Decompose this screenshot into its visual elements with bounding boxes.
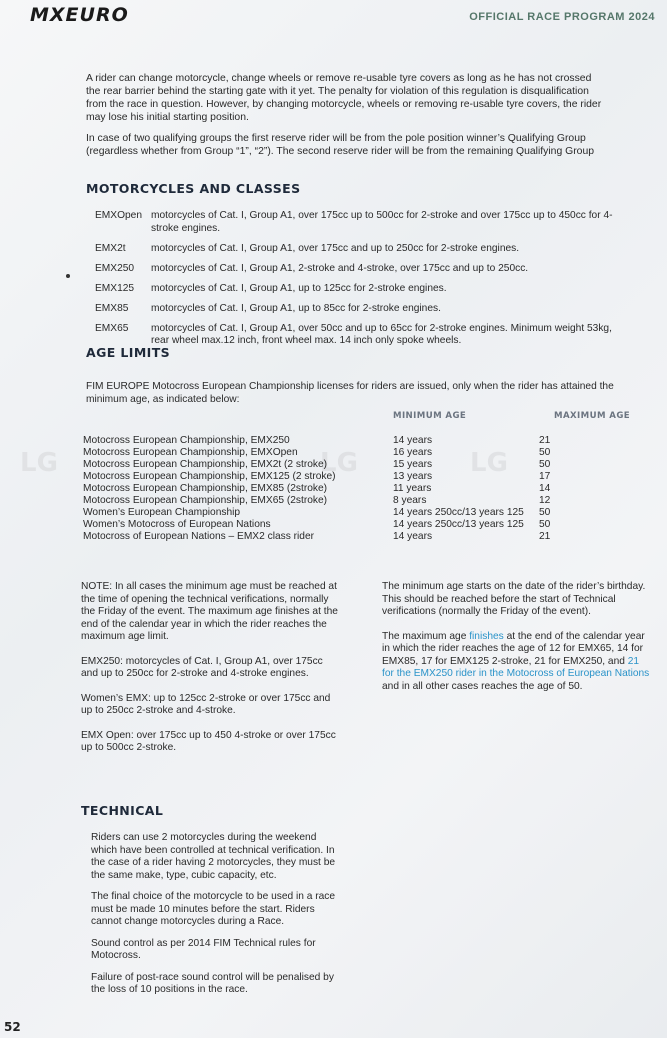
max-age: 50: [539, 519, 551, 530]
note-text: and in all other cases reaches the age of 50.: [382, 680, 583, 692]
class-row: [95, 263, 615, 276]
min-age: 14 years 250cc/13 years 125: [393, 507, 524, 518]
section-heading-age-limits: AGE LIMITS: [86, 345, 171, 360]
age-row: [83, 435, 643, 447]
class-row: [95, 323, 615, 348]
age-class: Motocross European Championship, EMX65 (2stroke): [83, 495, 328, 506]
section-heading-technical: TECHNICAL: [81, 803, 164, 818]
class-code: EMX125: [95, 282, 135, 294]
class-code: EMX250: [95, 262, 135, 274]
age-row: [83, 519, 643, 531]
class-desc: motorcycles of Cat. I, Group A1, 2-stroke and 4-stroke, over 175cc and up to 250cc.: [151, 262, 529, 274]
class-row: [95, 243, 615, 256]
tech-paragraph: Sound control as per 2014 FIM Technical rules for Motocross.: [91, 937, 316, 961]
class-desc: motorcycles of Cat. I, Group A1, up to 125cc for 2-stroke engines.: [151, 282, 447, 294]
tech-paragraph: The final choice of the motorcycle to be used in a race must be made 10 minutes before the start. Riders cannot change motorcycles during a Race.: [91, 891, 336, 927]
age-class: Motocross European Championship, EMX2t (2 stroke): [83, 459, 328, 470]
min-age: 14 years 250cc/13 years 125: [393, 519, 524, 530]
min-age: 14 years: [393, 435, 433, 446]
age-row: [83, 495, 643, 507]
intro-paragraph: A rider can change motorcycle, change wheels or remove re-usable tyre covers as long as he has not crossed the rear barrier behind the starting gate with it yet. The penalty for violation of this regulation is disqualification from the race in question. However, by changing motorcycle, wheels or removing re-usable tyre covers, the rider may lose his initial starting position.: [86, 73, 602, 123]
age-class: Motocross European Championship, EMX85 (2stroke): [83, 483, 328, 494]
page-number: 52: [4, 1020, 21, 1034]
max-age: 17: [539, 471, 551, 482]
class-code: EMX85: [95, 302, 129, 314]
note-paragraph: EMX250: motorcycles of Cat. I, Group A1, over 175cc and up to 250cc for 2-stroke and 4-stroke engines.: [81, 655, 323, 679]
min-age: 8 years: [393, 495, 427, 506]
class-code: EMX65: [95, 322, 129, 334]
bullet-dot: [66, 274, 70, 278]
mxeuro-logo: MXEURO: [30, 4, 129, 26]
age-class: Motocross European Championship, EMX125 (2 stroke): [83, 471, 336, 482]
intro-paragraph: In case of two qualifying groups the first reserve rider will be from the pole position winner’s Qualifying Group (regardless whether from Group “1”, “2”). The second reserve rider will be from the remaining Qualifying Group: [86, 133, 594, 157]
age-table: [83, 435, 643, 543]
class-code: EMX2t: [95, 242, 126, 254]
watermark-logo-icon: LG: [20, 448, 58, 478]
age-class: Women’s European Championship: [83, 507, 241, 518]
max-age: 50: [539, 459, 551, 470]
note-text: The maximum age: [382, 630, 470, 642]
intro-text: [86, 72, 606, 166]
min-age: 15 years: [393, 459, 433, 470]
min-age: 13 years: [393, 471, 433, 482]
note-paragraph: [382, 631, 650, 694]
max-age: 12: [539, 495, 551, 506]
age-class: Women’s Motocross of European Nations: [83, 519, 271, 530]
technical-text: [91, 832, 341, 1006]
max-age: 50: [539, 507, 551, 518]
class-desc: motorcycles of Cat. I, Group A1, up to 85cc for 2-stroke engines.: [151, 302, 441, 314]
age-notes-left: [81, 581, 341, 767]
age-class: Motocross European Championship, EMX250: [83, 435, 290, 446]
age-row: [83, 531, 643, 543]
watermark-logo-icon: LG: [320, 448, 358, 478]
watermark-logo-icon: LG: [470, 448, 508, 478]
age-row: [83, 471, 643, 483]
min-age: 16 years: [393, 447, 433, 458]
age-row: [83, 459, 643, 471]
note-highlight: finishes: [469, 630, 504, 642]
age-row: [83, 507, 643, 519]
note-paragraph: EMX Open: over 175cc up to 450 4-stroke or over 175cc up to 500cc 2-stroke.: [81, 729, 336, 753]
max-age: 50: [539, 447, 551, 458]
note-highlight: 21 for the EMX250 rider in the Motocross of European Nations: [382, 655, 650, 679]
class-desc: motorcycles of Cat. I, Group A1, over 175cc and up to 250cc for 2-stroke engines.: [151, 242, 520, 254]
note-paragraph: Women’s EMX: up to 125cc 2-stroke or over 175cc and up to 250cc 2-stroke and 4-stroke.: [81, 692, 331, 716]
min-age: 11 years: [393, 483, 432, 494]
age-class: Motocross of European Nations – EMX2 class rider: [83, 531, 315, 542]
tech-paragraph: Failure of post-race sound control will be penalised by the loss of 10 positions in the race.: [91, 971, 334, 995]
max-age: 21: [539, 435, 551, 446]
class-row: [95, 283, 615, 296]
col-header-min-age: MINIMUM AGE: [393, 411, 467, 421]
class-desc: motorcycles of Cat. I, Group A1, over 50cc and up to 65cc for 2-stroke engines. Minimum weight 53kg, rear wheel max.12 inch, front wheel max. 14 inch only spoke wheels.: [151, 322, 612, 346]
col-header-max-age: MAXIMUM AGE: [554, 411, 631, 421]
class-row: [95, 303, 615, 316]
age-notes-right: [382, 581, 650, 705]
max-age: 14: [539, 483, 551, 494]
section-heading-motorcycles: MOTORCYCLES AND CLASSES: [86, 181, 301, 196]
age-row: [83, 483, 643, 495]
note-paragraph: NOTE: In all cases the minimum age must be reached at the time of opening the technical verifications, normally the Friday of the event. The maximum age finishes at the end of the calendar year in which the rider reaches the maximum age limit.: [81, 581, 338, 642]
min-age: 14 years: [393, 531, 433, 542]
class-desc: motorcycles of Cat. I, Group A1, over 175cc up to 500cc for 2-stroke and over 175cc up to 450cc for 4-stroke engines.: [151, 210, 613, 234]
classes-table: [95, 210, 615, 355]
program-title: OFFICIAL RACE PROGRAM 2024: [469, 11, 655, 23]
max-age: 21: [539, 531, 551, 542]
age-row: [83, 447, 643, 459]
class-code: EMXOpen: [95, 210, 142, 221]
note-text: at the end of the calendar year in which the rider reaches the age of 12 for EMX65, 14 for EMX85, 17 for EMX125 2-stroke, 21 for EMX250, and: [382, 630, 645, 667]
tech-paragraph: Riders can use 2 motorcycles during the weekend which have been controlled at technical verification. In the case of a rider having 2 motorcycles, they must be the same make, type, cubic capacity, etc.: [91, 832, 336, 881]
age-intro: FIM EUROPE Motocross European Championship licenses for riders are issued, only when the rider has attained the minimum age, as indicated below:: [86, 381, 614, 405]
age-class: Motocross European Championship, EMXOpen: [83, 447, 298, 458]
note-paragraph: The minimum age starts on the date of the rider’s birthday. This should be reached before the start of Technical verifications (normally the Friday of the event).: [382, 581, 646, 617]
class-row: [95, 210, 615, 235]
